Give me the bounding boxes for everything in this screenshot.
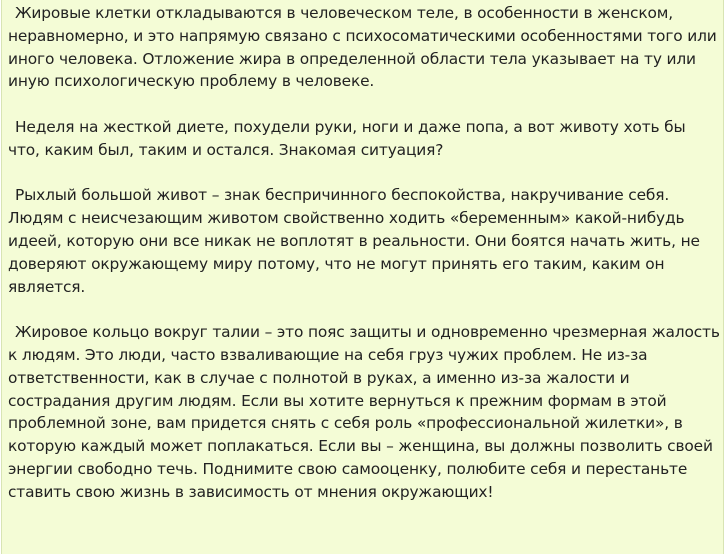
article-panel	[1, 0, 724, 554]
paragraph-fat-cells: Жировые клетки откладываются в человеческом теле, в особенности в женском, неравномерно, и это напрямую связано с психосоматическими особенностями того или иного человека. Отложение жира в определенной области тела указывает на ту или иную психологическую проблему в человеке.	[8, 4, 717, 91]
paragraph-diet: Неделя на жесткой диете, похудели руки, ноги и даже попа, а вот животу хоть бы что, каким был, таким и остался. Знакомая ситуация?	[8, 117, 686, 159]
paragraph-belly: Рыхлый большой живот – знак беспричинного беспокойства, накручивание себя. Людям с неисчезающим животом свойственно ходить «беременным» какой-нибудь идеей, которую они все никак не воплотят в реальности. Они боятся начать жить, не доверяют окружающему миру потому, что не могут принять его таким, каким он является.	[8, 186, 700, 296]
paragraph-waist: Жировое кольцо вокруг талии – это пояс защиты и одновременно чрезмерная жалость к людям. Это люди, часто взваливающие на себя груз чужих проблем. Не из-за ответственности, как в случае с полнотой в руках, а именно из-за жалости и сострадания другим людям. Если вы хотите вернуться к прежним формам в этой проблемной зоне, вам придется снять с себя роль «профессиональной жилетки», в которую каждый может поплакаться. Если вы – женщина, вы должны позволить своей энергии свободно течь. Поднимите свою самооценку, полюбите себя и перестаньте ставить свою жизнь в зависимость от мнения окружающих!	[8, 323, 720, 501]
article-text	[8, 2, 720, 504]
